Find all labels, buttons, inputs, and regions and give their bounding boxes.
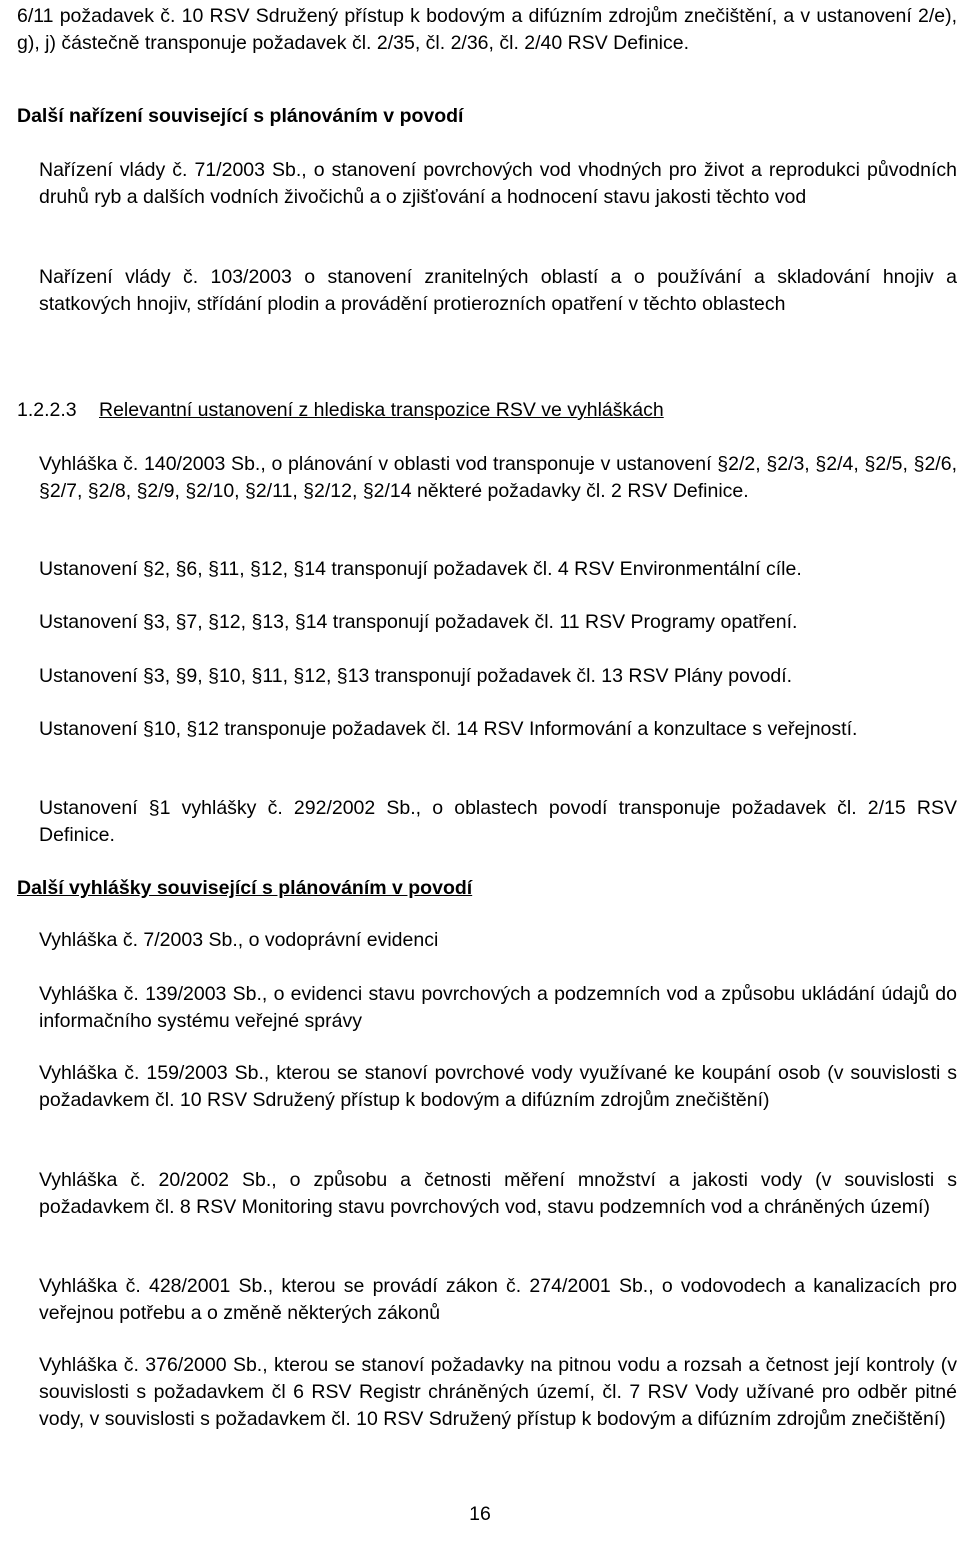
decree-7-2003: Vyhláška č. 7/2003 Sb., o vodoprávní evidenci (39, 929, 439, 951)
decree-159-2003: Vyhláška č. 159/2003 Sb., kterou se stanoví povrchové vody využívané ke koupání osob (v souvislosti s požadavkem čl. 10 RSV Sdružený přístup k bodovým a difúzním zdrojům znečištění) (39, 1062, 957, 1111)
decree-140-2003: Vyhláška č. 140/2003 Sb., o plánování v oblasti vod transponuje v ustanovení §2/2, §2/3, §2/4, §2/5, §2/6, §2/7, §2/8, §2/9, §2/10, §2/11, §2/12, §2/14 některé požadavky čl. 2 RSV Definice. (39, 453, 957, 502)
section-heading (17, 397, 957, 424)
heading-other-decrees: Další vyhlášky související s plánováním v povodí (17, 877, 473, 899)
provision-programmes-of-measures: Ustanovení §3, §7, §12, §13, §14 transponují požadavek čl. 11 RSV Programy opatření. (39, 611, 798, 633)
heading-other-regulations: Další nařízení související s plánováním v povodí (17, 105, 464, 127)
section-title: Relevantní ustanovení z hlediska transpozice RSV ve vyhláškách (99, 399, 664, 421)
decree-428-2001: Vyhláška č. 428/2001 Sb., kterou se provádí zákon č. 274/2001 Sb., o vodovodech a kanalizacích pro veřejnou potřebu a o změně některých zákonů (39, 1275, 957, 1324)
provision-environmental-goals: Ustanovení §2, §6, §11, §12, §14 transponují požadavek čl. 4 RSV Environmentální cíle. (39, 558, 802, 580)
provision-decree-292-2002: Ustanovení §1 vyhlášky č. 292/2002 Sb., o oblastech povodí transponuje požadavek čl. 2/15 RSV Definice. (39, 797, 957, 846)
decree-139-2003: Vyhláška č. 139/2003 Sb., o evidenci stavu povrchových a podzemních vod a způsobu ukládání údajů do informačního systému veřejné správy (39, 983, 957, 1032)
regulation-103-2003: Nařízení vlády č. 103/2003 o stanovení zranitelných oblastí a o používání a skladování hnojiv a statkových hnojiv, střídání plodin a provádění protierozních opatření v těchto oblastech (39, 266, 957, 315)
page-number: 16 (469, 1503, 491, 1525)
provision-public-consultation: Ustanovení §10, §12 transponuje požadavek čl. 14 RSV Informování a konzultace s veřejností. (39, 718, 858, 740)
regulation-71-2003: Nařízení vlády č. 71/2003 Sb., o stanovení povrchových vod vhodných pro život a reprodukci původních druhů ryb a dalších vodních živočichů a o zjišťování a hodnocení stavu jakosti těchto vod (39, 159, 957, 208)
section-number: 1.2.2.3 (17, 399, 77, 421)
provision-river-basin-plans: Ustanovení §3, §9, §10, §11, §12, §13 transponují požadavek čl. 13 RSV Plány povodí. (39, 665, 793, 687)
decree-20-2002: Vyhláška č. 20/2002 Sb., o způsobu a četnosti měření množství a jakosti vody (v souvislosti s požadavkem čl. 8 RSV Monitoring stavu povrchových vod, stavu podzemních vod a chráněných území) (39, 1169, 957, 1218)
decree-376-2000: Vyhláška č. 376/2000 Sb., kterou se stanoví požadavky na pitnou vodu a rozsah a četnost její kontroly (v souvislosti s požadavkem čl 6 RSV Registr chráněných území, čl. 7 RSV Vody užívané pro odběr pitné vody, v souvislosti s požadavkem čl. 10 RSV Sdružený přístup k bodovým a difúzním zdrojům znečištění) (39, 1354, 957, 1430)
intro-paragraph: 6/11 požadavek č. 10 RSV Sdružený přístup k bodovým a difúzním zdrojům znečištění, a v ustanovení 2/e), g), j) částečně transponuje požadavek čl. 2/35, čl. 2/36, čl. 2/40 RSV Definice. (17, 5, 957, 54)
